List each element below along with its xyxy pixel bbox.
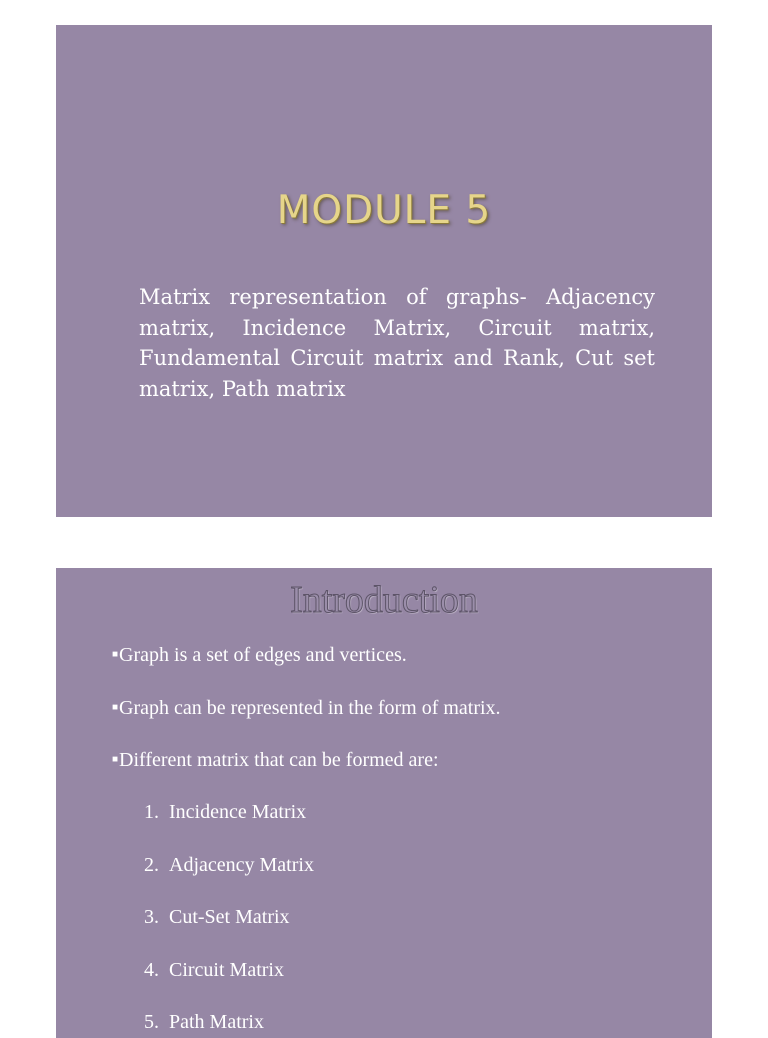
list-item	[144, 853, 314, 906]
list-item	[144, 1010, 314, 1038]
bullet-list	[112, 643, 501, 801]
list-item	[144, 958, 314, 1011]
square-bullet-icon: ■	[112, 701, 119, 713]
matrix-types-list	[144, 800, 314, 1038]
bullet-item	[112, 748, 501, 801]
list-item-label: Incidence Matrix	[169, 801, 307, 823]
list-item	[144, 905, 314, 958]
list-item-number: 4.	[144, 958, 159, 981]
list-item-number: 1.	[144, 801, 159, 823]
bullet-item	[112, 643, 501, 696]
list-item-number: 5.	[144, 1011, 159, 1033]
bullet-item	[112, 696, 501, 749]
bullet-text: Different matrix that can be formed are:	[119, 749, 439, 771]
square-bullet-icon: ■	[112, 649, 119, 660]
introduction-title: Introduction	[290, 579, 478, 621]
list-item-number: 3.	[144, 906, 159, 928]
bullet-text: Graph is a set of edges and vertices.	[119, 644, 407, 666]
list-item-label: Path Matrix	[169, 1011, 264, 1033]
list-item-number: 2.	[144, 853, 159, 876]
module-description: Matrix representation of graphs- Adjacency matrix, Incidence Matrix, Circuit matrix, Fundamental Circuit matrix and Rank, Cut set matrix, Path matrix	[139, 285, 655, 401]
list-item-label: Cut-Set Matrix	[169, 906, 290, 928]
list-item-label: Circuit Matrix	[169, 958, 284, 981]
list-item	[144, 800, 314, 853]
slide-module-5	[56, 25, 712, 517]
module-title: MODULE 5	[276, 188, 492, 233]
list-item-label: Adjacency Matrix	[169, 853, 314, 876]
square-bullet-icon: ■	[112, 754, 119, 765]
bullet-text: Graph can be represented in the form of matrix.	[119, 696, 501, 719]
slide-introduction	[56, 568, 712, 1038]
